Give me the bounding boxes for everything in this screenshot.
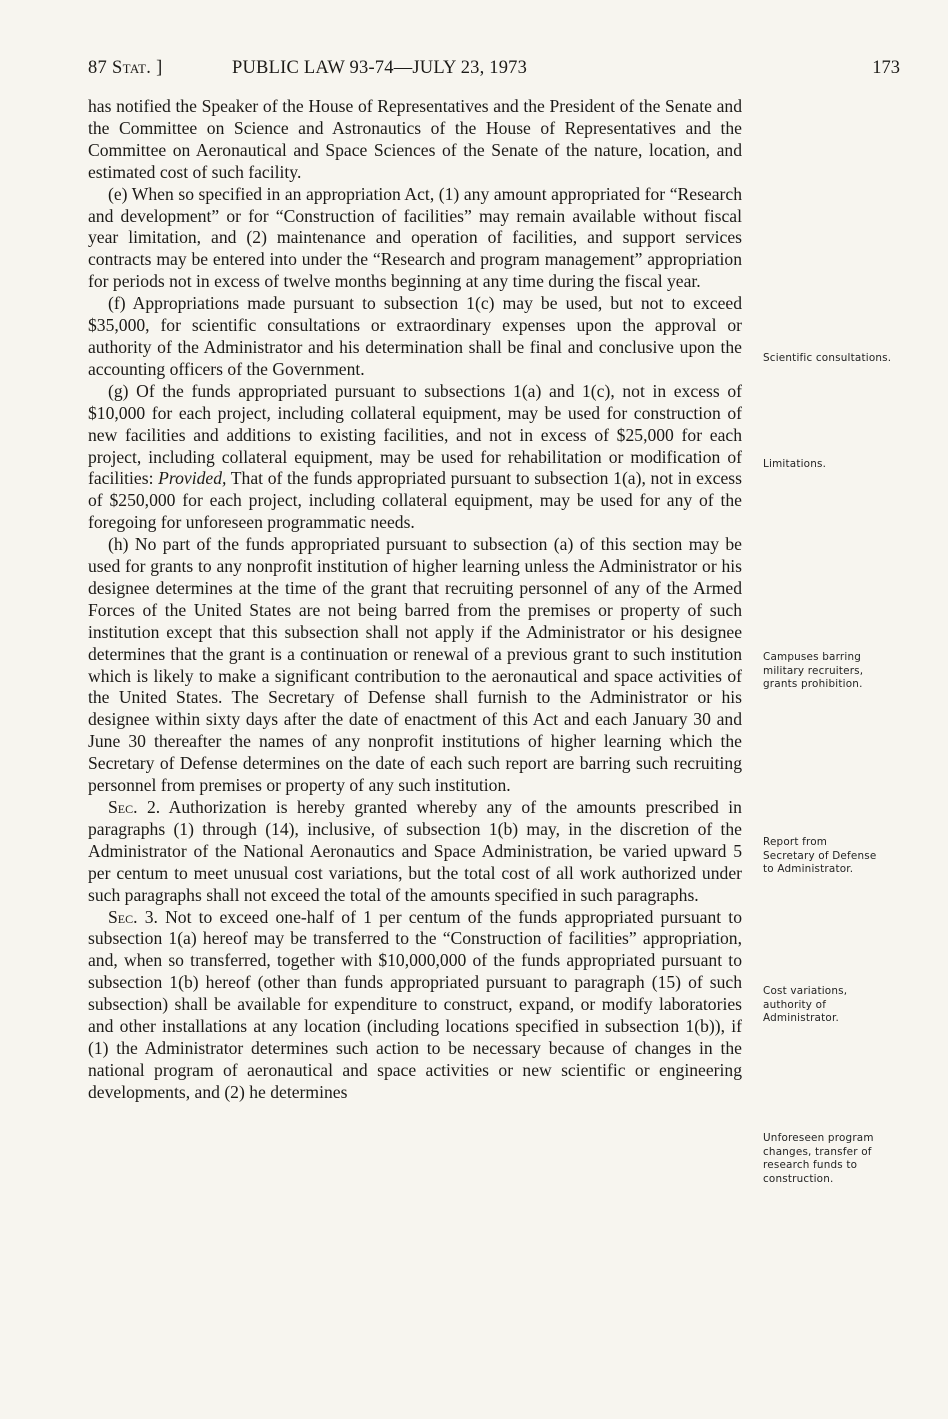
- section-2-text: Authorization is hereby granted whereby any of the amounts prescribed in paragraphs (1) through (14), inclusive, of subsection 1(b) may, in the discretion of the Administrator of the National Aeronautics and Space Administration, be varied upward 5 per centum to meet unusual cost variations, but the total cost of all work authorized under such paragraphs shall not exceed the total of the amounts specified in such paragraphs.: [88, 797, 742, 905]
- margin-note-cost-variations: Cost variations, authority of Administrator.: [763, 985, 848, 1025]
- paragraph-h: (h) No part of the funds appropriated pursuant to subsection (a) of this section may be used for grants to any nonprofit institution of higher learning unless the Administrator or his designee determines at the time of the grant that recruiting personnel of any of the Armed Forces of the United States are not being barred from the premises or property of such institution except that this subsection shall not apply if the Administrator or his designee determines that the grant is a continuation or renewal of a previous grant to such institution which is likely to make a significant contribution to the aeronautical and space activities of the United States. The Secretary of Defense shall furnish to the Administrator or his designee within sixty days after the date of enactment of this Act and each January 30 and June 30 thereafter the names of any nonprofit institutions of higher learning which the Secretary of Defense determines on the date of each such report are barring such recruiting personnel from premises or property of any such institution.: [88, 534, 742, 796]
- paragraph-g: [88, 381, 742, 534]
- margin-note-report-from-secretary: Report from Secretary of Defense to Administrator.: [763, 836, 877, 876]
- body-text: [88, 96, 742, 1104]
- section-2: [88, 797, 742, 907]
- proviso: Provided,: [158, 468, 227, 489]
- statute-reference: 87 Stat. ]: [88, 58, 163, 78]
- paragraph-g-text: (g) Of the funds appropriated pursuant to subsections 1(a) and 1(c), not in excess of $10,000 for each project, including collateral equipment, may be used for construction of new facilities and additions to existing facilities, and not in excess of $25,000 for each project, including collateral equipment, may be used for rehabilitation or modification of facilities:: [88, 380, 742, 489]
- page-number: 173: [872, 58, 900, 78]
- section-3-text: Not to exceed one-half of 1 per centum of the funds appropriated pursuant to subsection 1(a) hereof may be transferred to the “Construction of facilities” appropriation, and, when so transferred, together with $10,000,000 of the funds appropriated pursuant to subsection 1(b) hereof (other than funds appropriated pursuant to paragraph (15) of such subsection) shall be available for expenditure to construct, expand, or modify laboratories and other installations at any location (including locations specified in subsection 1(b)), if (1) the Administrator determines such action to be necessary because of changes in the national program of aeronautical and space activities or new scientific or engineering developments, and (2) he determines: [88, 906, 742, 1102]
- law-title: PUBLIC LAW 93-74—JULY 23, 1973: [232, 58, 528, 78]
- paragraph-continuation: has notified the Speaker of the House of Representatives and the President of the Senate and the Committee on Science and Astronautics of the House of Representatives and the Committee on Aeronautical and Space Sciences of the Senate of the nature, location, and estimated cost of such facility.: [88, 96, 742, 182]
- section-3: [88, 907, 742, 1104]
- paragraph-f: (f) Appropriations made pursuant to subsection 1(c) may be used, but not to exceed $35,000, for scientific consultations or extraordinary expenses upon the approval or authority of the Administrator and his determination shall be final and conclusive upon the accounting officers of the Government.: [88, 293, 742, 379]
- section-2-label: Sec. 2.: [108, 797, 161, 817]
- paragraph-g-proviso-text: That of the funds appropriated pursuant to subsection 1(a), not in excess of $250,000 for each project, including collateral equipment, may be used for any of the foregoing for unforeseen programmatic needs.: [88, 468, 742, 533]
- margin-note-unforeseen-program-changes: Unforeseen program changes, transfer of research funds to construction.: [763, 1132, 874, 1185]
- margin-note-limitations: Limitations.: [763, 458, 827, 470]
- margin-note-campuses: Campuses barring military recruiters, grants prohibition.: [763, 651, 864, 691]
- section-3-label: Sec. 3.: [108, 906, 158, 927]
- margin-note-scientific-consultations: Scientific consultations.: [763, 352, 892, 364]
- paragraph-e: (e) When so specified in an appropriation Act, (1) any amount appropriated for “Research and development” or for “Construction of facilities” may remain available without fiscal year limitation, and (2) maintenance and operation of facilities, and support services contracts may be entered into under the “Research and program management” appropriation for periods not in excess of twelve months beginning at any time during the fiscal year.: [88, 183, 742, 292]
- page-header: [88, 58, 900, 82]
